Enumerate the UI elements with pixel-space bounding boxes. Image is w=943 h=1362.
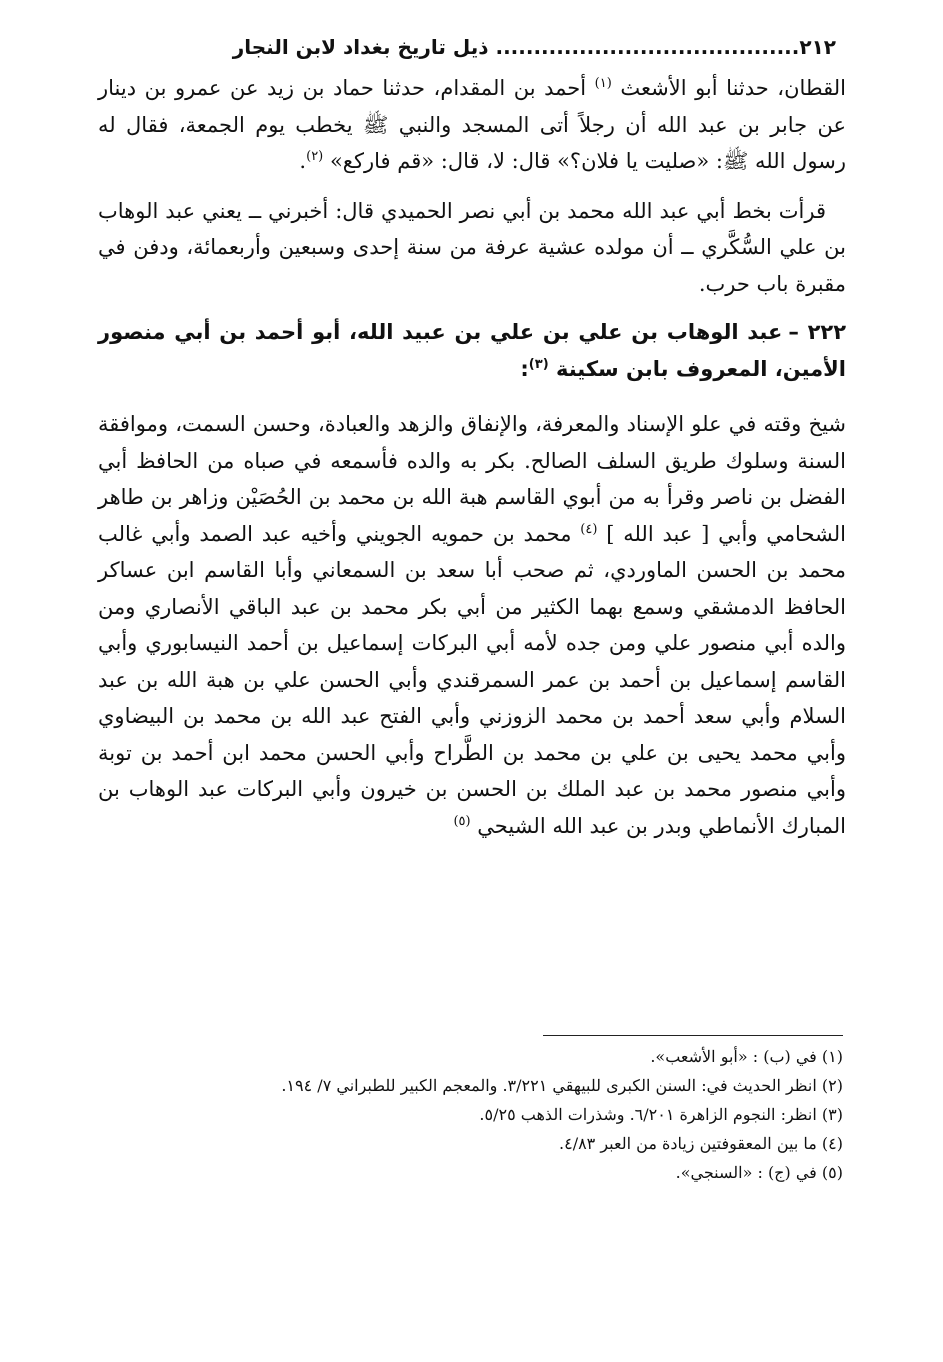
- running-header: [98, 30, 846, 64]
- entry-number: ٢٢٢ –: [788, 320, 847, 344]
- footnote-4: (٤) ما بين المعقوفتين زيادة من العبر ٤/٨٣.: [559, 1134, 843, 1153]
- hadith-end: .: [299, 149, 307, 173]
- footnote-marker-2: (٢): [306, 149, 324, 164]
- entry-title-end: :: [520, 357, 529, 381]
- page-number: ٢١٢: [799, 35, 836, 59]
- footnote-3: (٣) انظر: النجوم الزاهرة ٦/٢٠١. وشذرات الذهب ٥/٢٥.: [479, 1105, 843, 1124]
- entry-heading: [98, 314, 846, 388]
- header-dots: ........................................: [495, 35, 800, 59]
- footnotes: [120, 1042, 843, 1187]
- footnote-marker-4: (٤): [580, 521, 598, 537]
- book-page: [98, 30, 846, 844]
- biography-part-1: شيخ وقته في علو الإسناد والمعرفة، والإنفاق والزهد والعبادة، وحسن السمت، وموافقة السنة وسلوك طريق السلف الصالح. بكر به والده فأسمعه في صباه من الحافظ أبي الفضل بن ناصر وقرأ به من أبوي القاسم هبة الله بن محمد بن الحُصَيْن وزاهر بن طاهر الشحامي وأبي [ عبد الله ]: [98, 412, 846, 546]
- footnote-separator: [543, 1035, 843, 1036]
- footnote-marker-1: (١): [594, 76, 612, 91]
- running-header-title: [98, 30, 799, 64]
- book-title: ذيل تاريخ بغداد لابن النجار: [232, 35, 489, 59]
- footnote-marker-5: (٥): [453, 813, 471, 829]
- footnote-1: (١) في (ب) : «أبو الأشعب».: [650, 1047, 843, 1066]
- entry-title: عبد الوهاب بن علي بن علي بن عبيد الله، أبو أحمد بن أبي منصور الأمين، المعروف بابن سكينة: [98, 320, 846, 381]
- footnote-marker-3: (٣): [528, 357, 549, 372]
- paragraph-hadith: [98, 70, 846, 180]
- birth-note-text: قرأت بخط أبي عبد الله محمد بن أبي نصر الحميدي قال: أخبرني ــ يعني عبد الوهاب بن علي السُّكَّري ــ أن مولده عشية عرفة من سنة إحدى وسبعين وأربعمائة، ودفن في مقبرة باب حرب.: [98, 198, 847, 296]
- biography-part-2: محمد بن حمويه الجويني وأخيه عبد الصمد وأبي غالب محمد بن الحسن الماوردي، ثم صحب أبا سعد بن السمعاني وأبا القاسم ابن عساكر الحافظ الدمشقي وسمع بهما الكثير من أبي بكر محمد بن عبد الباقي الأنصاري ومن والده أبي منصور علي ومن جده لأمه أبي البركات إسماعيل بن أحمد النيسابوري وأبي القاسم إسماعيل بن أحمد بن عمر السمرقندي وأبي الحسن علي بن هبة الله بن عبد السلام وأبي سعد أحمد بن محمد الزوزني وأبي الفتح عبد الله بن محمد بن البيضاوي وأبي محمد يحيى بن علي بن محمد بن الطَّراح وأبي الحسن محمد ابن أحمد بن توبة وأبي منصور محمد بن عبد الملك بن الحسن بن خيرون وأبي البركات عبد الوهاب بن المبارك الأنماطي وبدر بن عبد الله الشيحي: [98, 521, 846, 838]
- paragraph-biography: [98, 406, 846, 844]
- hadith-text: أحمد بن المقدام، حدثنا حماد بن زيد عن عمرو بن دينار عن جابر بن عبد الله أن رجلاً أتى المسجد والنبي ﷺ يخطب يوم الجمعة، فقال له رسول الله ﷺ: «صليت يا فلان؟» قال: لا، قال: «قم فاركع»: [98, 76, 846, 173]
- hadith-line-start: القطان، حدثنا أبو الأشعث: [620, 76, 846, 100]
- footnote-2: (٢) انظر الحديث في: السنن الكبرى للبيهقي ٣/٢٢١. والمعجم الكبير للطبراني ٧/ ١٩٤.: [281, 1076, 843, 1095]
- footnote-5: (٥) في (ج) : «السنجي».: [675, 1163, 843, 1182]
- paragraph-birth-note: [98, 193, 846, 303]
